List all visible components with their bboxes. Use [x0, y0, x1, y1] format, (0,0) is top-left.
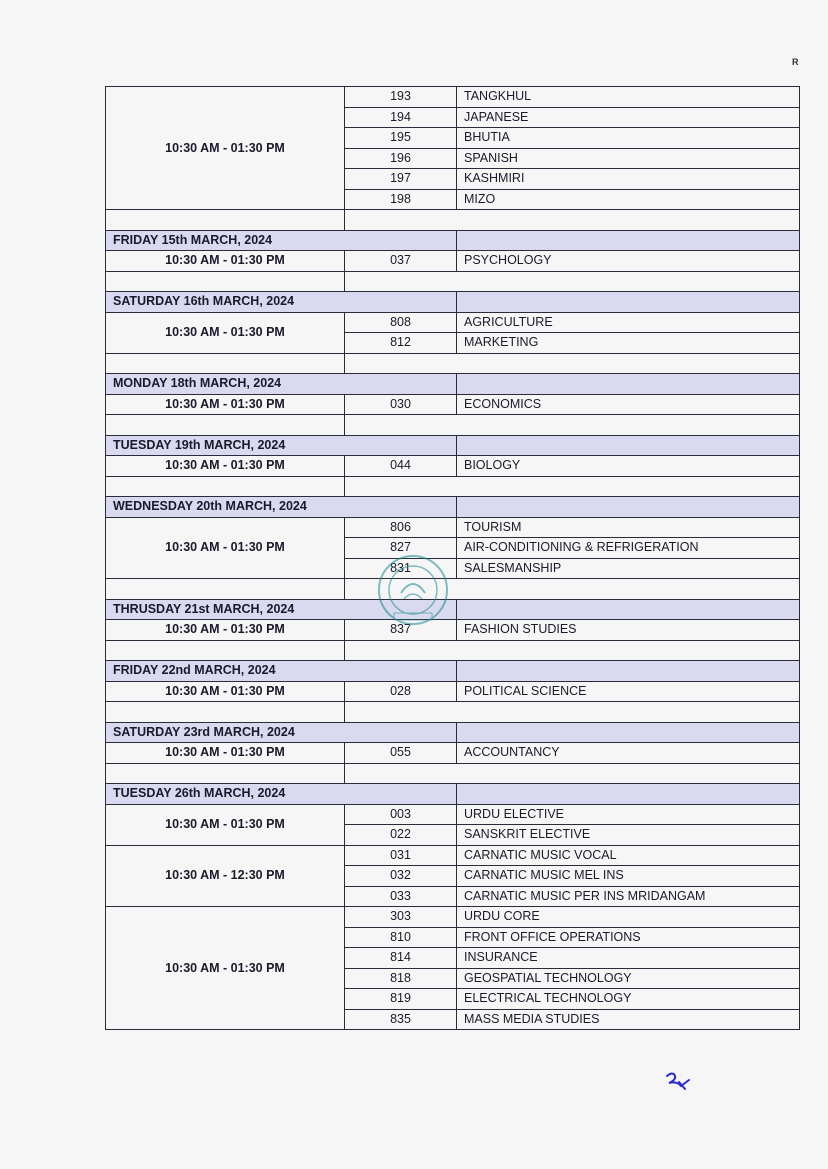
day-label: SATURDAY 23rd MARCH, 2024 [106, 722, 457, 743]
subject-name: SALESMANSHIP [457, 558, 800, 579]
blank-cell [345, 210, 800, 231]
signature-mark [663, 1070, 693, 1092]
blank-cell [345, 415, 800, 436]
subject-code: 808 [345, 312, 457, 333]
subject-code: 303 [345, 907, 457, 928]
day-label: TUESDAY 26th MARCH, 2024 [106, 784, 457, 805]
subject-name: ECONOMICS [457, 394, 800, 415]
subject-name: CARNATIC MUSIC VOCAL [457, 845, 800, 866]
subject-code: 837 [345, 620, 457, 641]
blank-cell [345, 763, 800, 784]
day-header-row [106, 374, 800, 395]
schedule-row [106, 251, 800, 272]
subject-code: 032 [345, 866, 457, 887]
day-label: WEDNESDAY 20th MARCH, 2024 [106, 497, 457, 518]
exam-time: 10:30 AM - 01:30 PM [106, 87, 345, 210]
blank-cell [345, 579, 800, 600]
subject-code: 819 [345, 989, 457, 1010]
schedule-row [106, 87, 800, 108]
schedule-row [106, 907, 800, 928]
subject-name: TOURISM [457, 517, 800, 538]
subject-name: FRONT OFFICE OPERATIONS [457, 927, 800, 948]
subject-code: 827 [345, 538, 457, 559]
blank-cell [106, 210, 345, 231]
blank-cell [345, 476, 800, 497]
schedule-row [106, 312, 800, 333]
spacer-row [106, 415, 800, 436]
page-corner-mark: R [792, 57, 799, 67]
subject-code: 196 [345, 148, 457, 169]
day-header-row [106, 497, 800, 518]
day-header-row [106, 784, 800, 805]
subject-name: POLITICAL SCIENCE [457, 681, 800, 702]
schedule-row [106, 804, 800, 825]
subject-name: MASS MEDIA STUDIES [457, 1009, 800, 1030]
spacer-row [106, 640, 800, 661]
subject-name: ACCOUNTANCY [457, 743, 800, 764]
spacer-row [106, 353, 800, 374]
blank-cell [106, 476, 345, 497]
subject-name: CARNATIC MUSIC MEL INS [457, 866, 800, 887]
day-band-fill [457, 722, 800, 743]
subject-code: 831 [345, 558, 457, 579]
day-band-fill [457, 784, 800, 805]
blank-cell [106, 640, 345, 661]
day-band-fill [457, 292, 800, 313]
subject-code: 044 [345, 456, 457, 477]
subject-code: 022 [345, 825, 457, 846]
blank-cell [106, 702, 345, 723]
blank-cell [345, 271, 800, 292]
subject-code: 835 [345, 1009, 457, 1030]
exam-time: 10:30 AM - 01:30 PM [106, 251, 345, 272]
day-label: THRUSDAY 21st MARCH, 2024 [106, 599, 457, 620]
spacer-row [106, 763, 800, 784]
spacer-row [106, 476, 800, 497]
subject-name: PSYCHOLOGY [457, 251, 800, 272]
day-band-fill [457, 435, 800, 456]
exam-time: 10:30 AM - 01:30 PM [106, 804, 345, 845]
subject-code: 028 [345, 681, 457, 702]
day-header-row [106, 661, 800, 682]
exam-time: 10:30 AM - 01:30 PM [106, 456, 345, 477]
spacer-row [106, 702, 800, 723]
subject-code: 806 [345, 517, 457, 538]
subject-name: AGRICULTURE [457, 312, 800, 333]
schedule-row [106, 456, 800, 477]
subject-name: BIOLOGY [457, 456, 800, 477]
day-header-row [106, 292, 800, 313]
subject-code: 030 [345, 394, 457, 415]
subject-name: CARNATIC MUSIC PER INS MRIDANGAM [457, 886, 800, 907]
day-band-fill [457, 230, 800, 251]
exam-time: 10:30 AM - 01:30 PM [106, 743, 345, 764]
day-label: MONDAY 18th MARCH, 2024 [106, 374, 457, 395]
exam-time: 10:30 AM - 12:30 PM [106, 845, 345, 907]
spacer-row [106, 271, 800, 292]
subject-name: SANSKRIT ELECTIVE [457, 825, 800, 846]
schedule-row [106, 517, 800, 538]
day-header-row [106, 230, 800, 251]
subject-name: FASHION STUDIES [457, 620, 800, 641]
exam-time: 10:30 AM - 01:30 PM [106, 907, 345, 1030]
exam-time: 10:30 AM - 01:30 PM [106, 620, 345, 641]
spacer-row [106, 210, 800, 231]
subject-code: 195 [345, 128, 457, 149]
subject-name: MIZO [457, 189, 800, 210]
exam-time: 10:30 AM - 01:30 PM [106, 312, 345, 353]
day-band-fill [457, 374, 800, 395]
subject-code: 197 [345, 169, 457, 190]
subject-code: 194 [345, 107, 457, 128]
subject-code: 812 [345, 333, 457, 354]
subject-name: GEOSPATIAL TECHNOLOGY [457, 968, 800, 989]
spacer-row [106, 579, 800, 600]
blank-cell [106, 353, 345, 374]
subject-name: URDU CORE [457, 907, 800, 928]
day-band-fill [457, 661, 800, 682]
subject-code: 033 [345, 886, 457, 907]
subject-name: MARKETING [457, 333, 800, 354]
day-label: SATURDAY 16th MARCH, 2024 [106, 292, 457, 313]
subject-code: 055 [345, 743, 457, 764]
blank-cell [345, 353, 800, 374]
subject-code: 814 [345, 948, 457, 969]
subject-name: KASHMIRI [457, 169, 800, 190]
subject-code: 810 [345, 927, 457, 948]
subject-name: AIR-CONDITIONING & REFRIGERATION [457, 538, 800, 559]
blank-cell [106, 415, 345, 436]
exam-time: 10:30 AM - 01:30 PM [106, 394, 345, 415]
subject-name: TANGKHUL [457, 87, 800, 108]
subject-name: INSURANCE [457, 948, 800, 969]
subject-code: 193 [345, 87, 457, 108]
subject-code: 037 [345, 251, 457, 272]
subject-code: 818 [345, 968, 457, 989]
schedule-row [106, 394, 800, 415]
day-header-row [106, 435, 800, 456]
blank-cell [345, 640, 800, 661]
exam-time: 10:30 AM - 01:30 PM [106, 681, 345, 702]
exam-time: 10:30 AM - 01:30 PM [106, 517, 345, 579]
schedule-row [106, 845, 800, 866]
day-band-fill [457, 599, 800, 620]
day-band-fill [457, 497, 800, 518]
day-header-row [106, 599, 800, 620]
subject-name: JAPANESE [457, 107, 800, 128]
subject-name: SPANISH [457, 148, 800, 169]
subject-code: 031 [345, 845, 457, 866]
subject-code: 198 [345, 189, 457, 210]
day-label: TUESDAY 19th MARCH, 2024 [106, 435, 457, 456]
schedule-row [106, 620, 800, 641]
blank-cell [345, 702, 800, 723]
blank-cell [106, 271, 345, 292]
schedule-row [106, 743, 800, 764]
subject-name: BHUTIA [457, 128, 800, 149]
exam-schedule-table [105, 86, 800, 1030]
day-header-row [106, 722, 800, 743]
subject-code: 003 [345, 804, 457, 825]
subject-name: ELECTRICAL TECHNOLOGY [457, 989, 800, 1010]
blank-cell [106, 763, 345, 784]
day-label: FRIDAY 22nd MARCH, 2024 [106, 661, 457, 682]
blank-cell [106, 579, 345, 600]
schedule-row [106, 681, 800, 702]
day-label: FRIDAY 15th MARCH, 2024 [106, 230, 457, 251]
subject-name: URDU ELECTIVE [457, 804, 800, 825]
